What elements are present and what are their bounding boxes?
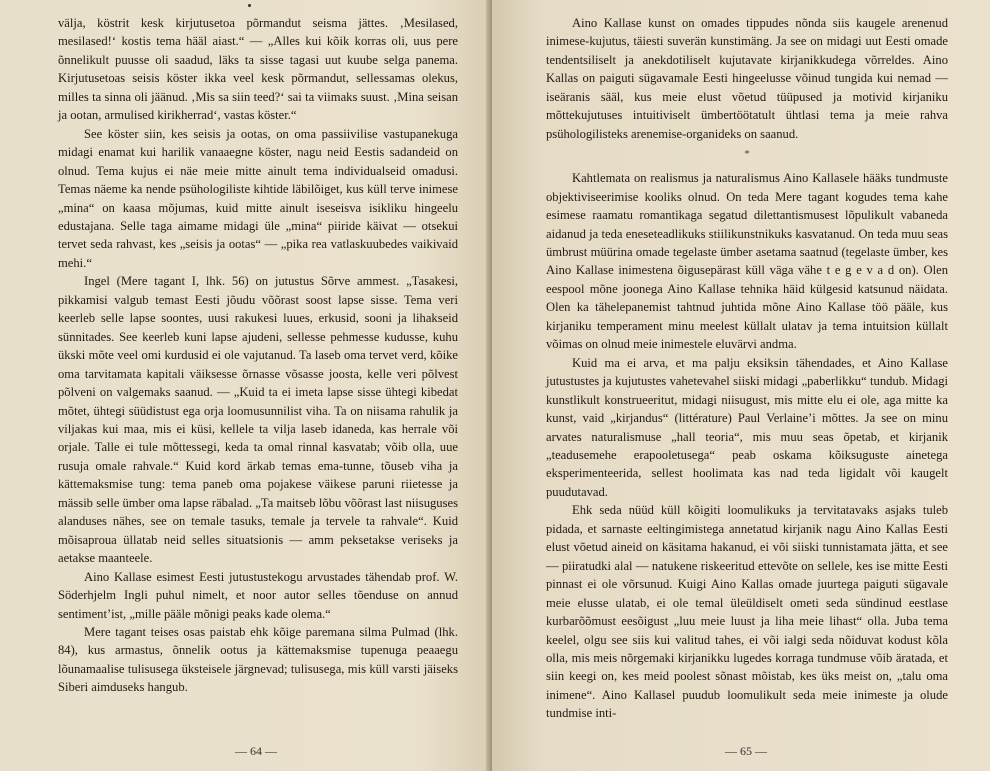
ink-speck (248, 4, 251, 7)
left-paragraph-1: välja, köstrit kesk kirjutusetoa põrmandut seisma jättes. ‚Mesilased, mesilased!‘ kostis tema hääl aiast.“ — „Alles kui kõik korras oli, uus pere õnnelikult puusse oli saadud, läks ta sisse tagasi uut kuube selga panema. Kirjutusetoas seisis köster ikka veel kesk põrmandut, sellessamas olekus, milles ta sinna oli jäänud. ‚Mis sa siin teed?‘ sai ta viimaks suust. ‚Mina seisan ja ootan, armulised kirikherrad‘, vastas köster.“ (58, 16, 458, 123)
right-page (492, 0, 990, 771)
left-page-number: — 64 — (235, 744, 277, 758)
right-paragraph-1: Aino Kallase kunst on omades tippudes nõnda siis kaugele arenenud inimese-kujutus, täiesti suverän kunstimäng. Ja see on midagi uut Eesti omade tendentsiliselt ja anekdotiliselt kujutavate kirjanikkudega võrreldes. Aino Kallas on paiguti sügavamale Eesti hingeelusse võinud tungida kui nemad — iseäranis sääl, kus meie elust võetud tüüpused ja motivid kirjaniku mõttekujutuses intuitiviselt ümbertöötatult ühtlasi tema ja meie rahva psühologilisteks arenemise-organideks on saanud. (546, 16, 948, 141)
right-page-number: — 65 — (725, 744, 767, 758)
left-paragraph-2: See köster siin, kes seisis ja ootas, on oma passiivilise vastupanekuga midagi enamat kui harilik vanaaegne köster, nagu neid Eestis sadandeid on olnud. Tema kujus ei näe meie mitte ainult tema individualseid omadusi. Temas näeme ka nende psühologiliste kihtide läbilõiget, kus küll terve inimese „mina“ on kaasa mõjumas, kuid mitte ainult iseseisva isikliku hingeelu edustajana. Selle taga aimame midagi üle „mina“ piiride käivat — otsekui tervet seda rahvast, kes „seisis ja ootas“ — „pika rea vatlaskuubedes vaikivaid mehi.“ (58, 126, 458, 270)
right-paragraph-2: Kahtlemata on realismus ja naturalismus Aino Kallasele hääks tundmuste objektiviseerimise kooliks olnud. On teda Mere tagant kogudes tema kahe esimese raamatu romantikaga segatud dilettantismusest lõpulikult vabaneda aidanud ja teda eneseteadlikuks stiilikunstnikuks kasvatanud. On teda muu seas ümbrust müürina omade tegelaste ümber asetama saatnud (tegelaste ümber, kes Aino Kallase inimestena õigusepärast küll väga vähe t e g e v a d on). Olen eespool mõne joonega Aino Kallase tehnika häid külgesid katsunud näidata. Olen ka tähelepanemist tahtnud juhtida mõne Aino Kallase töö pääle, kus kirjaniku temperament minu meelest küllalt ulatav ja tema intuitsion küllalt võimas on olnud meie inimestele eluvärvi andma. (546, 171, 948, 352)
right-paragraph-3: Kuid ma ei arva, et ma palju eksiksin tähendades, et Aino Kallase jutustustes ja kujutustes vahetevahel siiski midagi „paberlikku“ tundub. Midagi kunstlikult konstrueeritut, midagi niisugust, mis mitte elu ei ole, aga mitte ka kunst, vaid „kirjandus“ (littérature) Paul Verlaine’i mõttes. Ja see on minu arvates naturalismuse „hall teoria“, mis muu seas õpetab, et kirjanik „teadusemehe erapooletusega“ peab oskama kõiksuguste ainetega eksperimenteerida, sellest hoolimata kas nad teda ligidalt või kaugelt puudutavad. (546, 355, 948, 499)
right-paragraph-4: Ehk seda nüüd küll kõigiti loomulikuks ja tervitatavaks asjaks tuleb pidada, et sarnaste eeltingimistega annetatud kirjanik nagu Aino Kallas Eesti elust võetud aineid on käsitama hakanud, ei või siiski tunnistamata jätta, et see — piiratudki alal — natukene riskeeritud ettevõte on sellele, kes ise mitte Eesti pinnast ei ole võrsunud. Kuigi Aino Kallas omade juurtega paiguti sügavale meie elusse ulatab, ei ole temal üleüldiselt ometi seda sündinud eestlase kurbarõõmust eesõigust „luu meie luust ja liha meie lihast“ olla. Juba tema keelel, olgu see siis kui valitud tahes, ei või ialgi seda nõiduvat kodust kõla olla, mis meis nõrgemaki kirjanikku lugedes korraga tundmuse võib äratada, et siin keegi on, kes meid poolest sõnast mõistab, kes üks meist on, „talu oma inimene“. Aino Kallasel puudub loomulikult seda meie inimeste ja olude tundmise inti- (546, 503, 948, 721)
left-paragraph-4: Aino Kallase esimest Eesti jutustustekogu arvustades tähendab prof. W. Söderhjelm Ingli puhul nimelt, et noor autor selles tõenduse on annud sentiment’ist, „mille pääle mõnigi peaks kade olema.“ (58, 569, 458, 621)
left-page (0, 0, 492, 771)
left-paragraph-3: Ingel (Mere tagant I, lhk. 56) on jutustus Sõrve ammest. „Tasakesi, pikkamisi valgub temast Eesti jõudu võõrast soost lapse sisse. Tema veri keerleb selle lapse soontes, uusi rakukesi luues, erkusid, sooni ja lihakseid sünnitades. See keerleb kuni lapse ajudeni, sellesse pehmesse kudusse, kuhu ükski mõte veel omi kurdusid ei ole vajutanud. Ta laseb oma tervet verd, kõike oma tarvitamata kapitali väiksesse õrnasse võsasse joosta, kelle veri põlvest põlveni on valgemaks saanud. — „Kuid ta ei imeta lapse sisse ühtegi kibedat mõtet, ühtegi süüdistust ega orja loomusunnilist viha. Ta on niisama rahulik ja viljakas kui maa, mis ei küsi, kellele ta vilja laseb idaneda, kas herrale või orjale. Talle ei tule mõttessegi, keda ta omal rinnal kasvatab; võib olla, uue rusuja omale rahvale.“ Kuid kord ärkab temas ema-tunne, tõuseb viha ja kättemaksmise tung: tema paneb oma pojakese väikese paruni riietesse ja mässib selle ümber oma lapse räbalad. „Ta maitseb lõbu võõrast last niisuguses alanduses nähes, see on temale tasuks, temale ja tervele ta rahvale“. Kuid mõisaproua üllatab neid selles situatsionis — amm peksetakse veriseks ja aetakse maanteele. (58, 274, 458, 566)
left-paragraph-5: Mere tagant teises osas paistab ehk kõige paremana silma Pulmad (lhk. 84), kus armastus, õnnelik ootus ja kättemaksmise tupenuga peaaegu lõunamaalise tulisusega üksteisele järgnevad; tulisusega, mis küll varsti jäiseks Siberi aimduseks hangub. (58, 624, 458, 695)
section-separator: * (744, 148, 750, 161)
